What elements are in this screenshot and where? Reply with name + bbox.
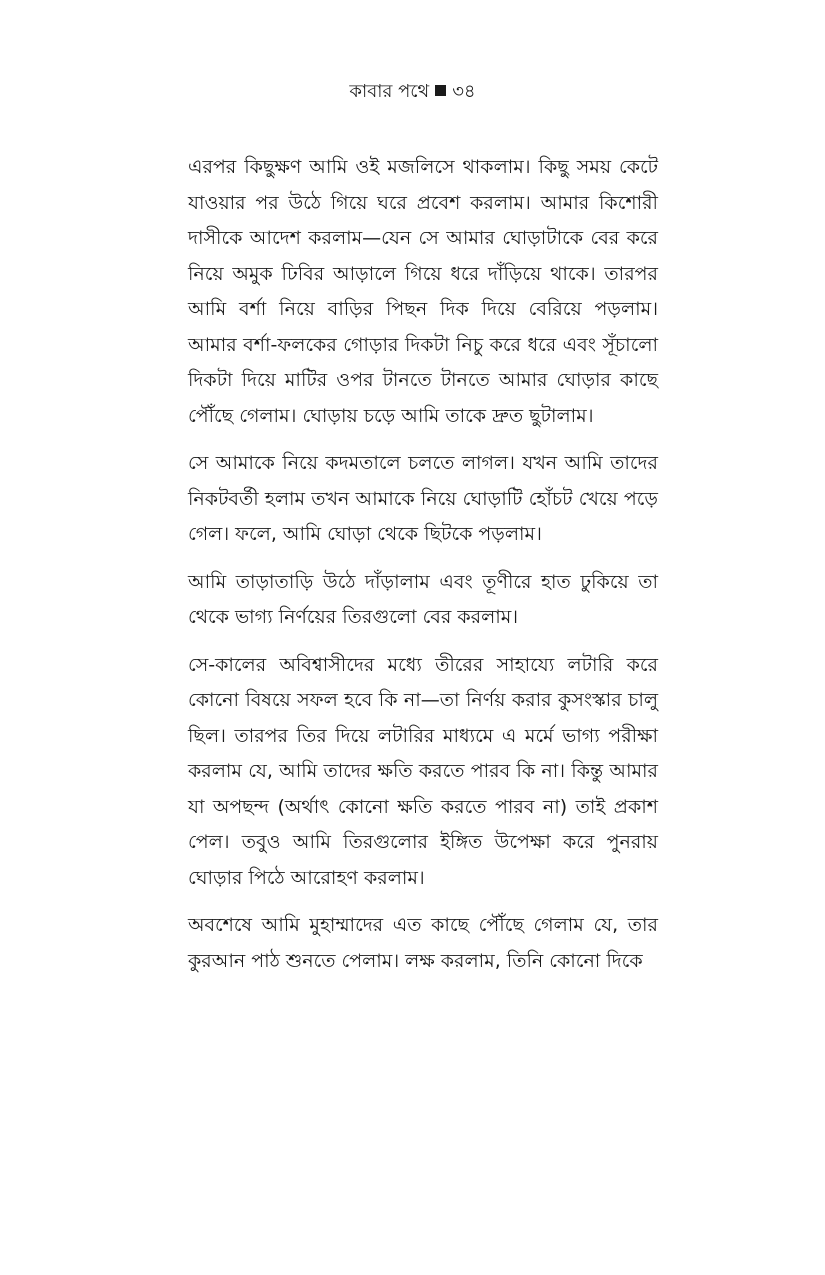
running-header — [0, 80, 825, 104]
book-title: কাবার পথে — [349, 81, 430, 102]
paragraph-5: অবশেষে আমি মুহাম্মাদের এত কাছে পৌঁছে গেলাম যে, তার কুরআন পাঠ শুনতে পেলাম। লক্ষ করলাম, তিনি কোনো দিকে — [188, 914, 658, 972]
paragraph-1: এরপর কিছুক্ষণ আমি ওই মজলিসে থাকলাম। কিছু সময় কেটে যাওয়ার পর উঠে গিয়ে ঘরে প্রবেশ করলাম। আমার কিশোরী দাসীকে আদেশ করলাম—যেন সে আমার ঘোড়াটাকে বের করে নিয়ে অমুক ঢিবির আড়ালে গিয়ে ধরে দাঁড়িয়ে থাকে। তারপর আমি বর্শা নিয়ে বাড়ির পিছন দিক দিয়ে বেরিয়ে পড়লাম। আমার বর্শা-ফলকের গোড়ার দিকটা নিচু করে ধরে এবং সূঁচালো দিকটা দিয়ে মাটির ওপর টানতে টানতে আমার ঘোড়ার কাছে পৌঁছে গেলাম। ঘোড়ায় চড়ে আমি তাকে দ্রুত ছুটালাম। — [188, 156, 658, 427]
paragraph-4: সে-কালের অবিশ্বাসীদের মধ্যে তীরের সাহায্যে লটারি করে কোনো বিষয়ে সফল হবে কি না—তা নির্ণয় করার কুসংস্কার চালু ছিল। তারপর তির দিয়ে লটারির মাধ্যমে এ মর্মে ভাগ্য পরীক্ষা করলাম যে, আমি তাদের ক্ষতি করতে পারব কি না। কিন্তু আমার যা অপছন্দ (অর্থাৎ কোনো ক্ষতি করতে পারব না) তাই প্রকাশ পেল। তবুও আমি তিরগুলোর ইঙ্গিত উপেক্ষা করে পুনরায় ঘোড়ার পিঠে আরোহণ করলাম। — [188, 653, 658, 889]
square-separator-icon — [435, 85, 446, 96]
page-number: ৩৪ — [452, 81, 476, 102]
paragraph-2: সে আমাকে নিয়ে কদমতালে চলতে লাগল। যখন আমি তাদের নিকটবর্তী হলাম তখন আমাকে নিয়ে ঘোড়াটি হোঁচট খেয়ে পড়ে গেল। ফলে, আমি ঘোড়া থেকে ছিটকে পড়লাম। — [188, 452, 658, 545]
body-text — [188, 150, 658, 991]
paragraph-3: আমি তাড়াতাড়ি উঠে দাঁড়ালাম এবং তূণীরে হাত ঢুকিয়ে তা থেকে ভাগ্য নির্ণয়ের তিরগুলো বের করলাম। — [188, 570, 658, 628]
